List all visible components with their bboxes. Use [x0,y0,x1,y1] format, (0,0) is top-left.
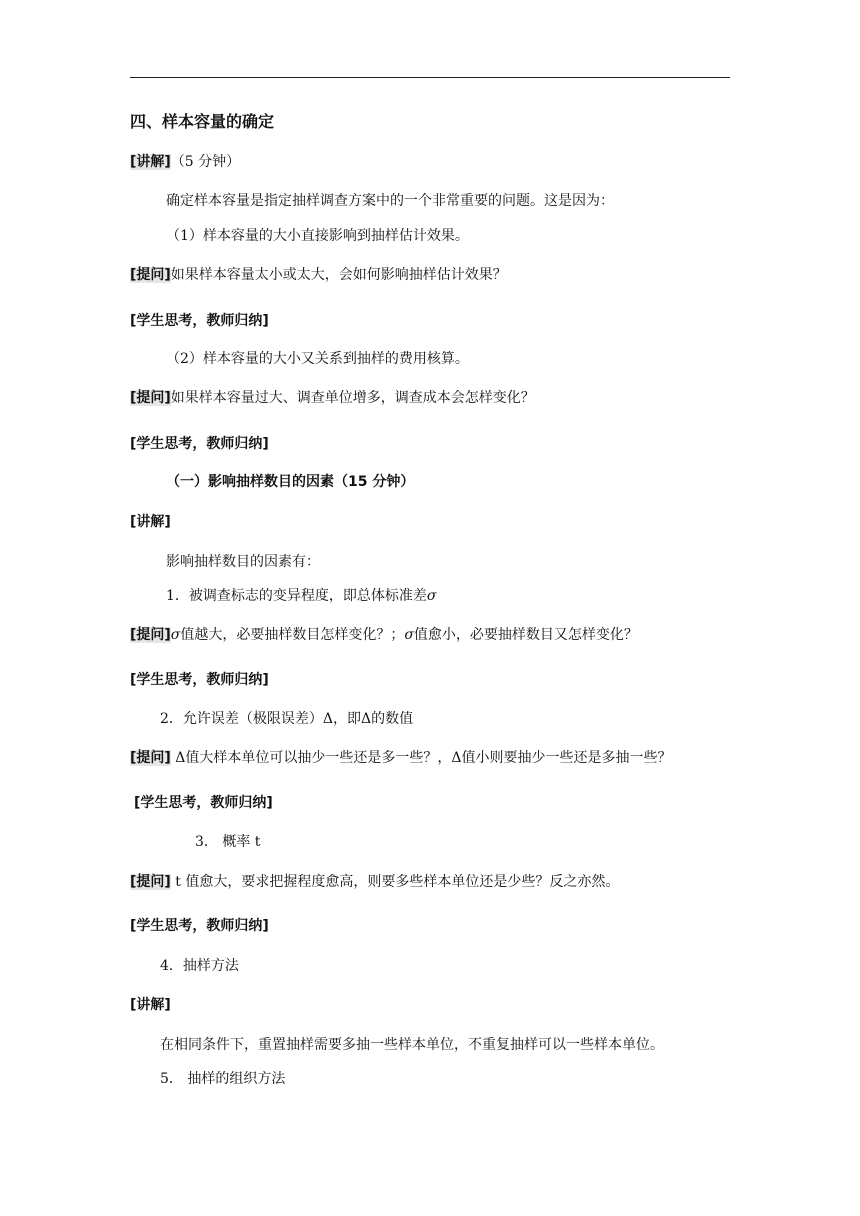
sigma-symbol: σ [426,588,437,604]
student-think-tag: [学生思考，教师归纳] [130,436,269,452]
question-tag: [提问] [130,874,171,890]
paragraph-line: 在相同条件下，重置抽样需要多抽一些样本单位，不重复抽样可以一些样本单位。 [160,1037,664,1053]
paragraph-line: 影响抽样数目的因素有： [166,554,320,570]
student-think-tag: [学生思考，教师归纳] [134,795,273,811]
paragraph-line: 4．抽样方法 [160,958,239,974]
factor-text: 1．被调查标志的变异程度，即总体标准差 [166,588,427,604]
student-think-tag: [学生思考，教师归纳] [130,313,269,329]
paragraph-line [166,586,436,606]
paragraph-line: 3． 概率 t [195,834,261,850]
section-title: 四、样本容量的确定 [130,112,275,131]
question-tag: [提问] [130,627,171,643]
question-tag: [提问] [130,390,171,406]
paragraph-line: （2）样本容量的大小又关系到抽样的费用核算。 [166,351,469,367]
subsection-title: （一）影响抽样数目的因素（15 分钟） [166,474,415,490]
question-text: t 值愈大，要求把握程度愈高，则要多些样本单位还是少些？反之亦然。 [170,874,620,890]
sigma-symbol: σ [170,627,181,643]
factor-text: 的数值 [371,711,414,727]
paragraph-line [130,388,535,408]
question-tag: [提问] [130,750,171,766]
question-text: 如果样本容量过大、调查单位增多，调查成本会怎样变化？ [170,390,535,406]
paragraph-line: 确定样本容量是指定抽样调查方案中的一个非常重要的问题。这是因为： [166,193,614,209]
paragraph-line [130,748,671,768]
question-text: Δ值大样本单位可以抽少一些还是多一些？，Δ值小则要抽少一些还是多抽一些？ [170,750,672,766]
header-rule [130,77,730,78]
sigma-symbol: σ [404,627,414,643]
lecture-tag: [讲解] [130,154,171,170]
student-think-tag: [学生思考，教师归纳] [130,672,269,688]
paragraph-line: 5． 抽样的组织方法 [160,1071,286,1087]
question-text: 值愈小，必要抽样数目又怎样变化？ [413,627,638,643]
paragraph-line [130,625,638,645]
paragraph-line [160,709,413,729]
delta-symbol: Δ [361,711,372,727]
paragraph-line [130,872,619,892]
question-tag: [提问] [130,267,171,283]
lecture-tag: [讲解] [130,997,171,1013]
question-text: 值越大，必要抽样数目怎样变化？； [180,627,405,643]
duration-text: （5 分钟） [170,154,241,170]
paragraph-line [130,265,507,285]
factor-text: 2．允许误差（极限误差）Δ，即 [160,711,362,727]
paragraph-line: （1）样本容量的大小直接影响到抽样估计效果。 [166,228,469,244]
student-think-tag: [学生思考，教师归纳] [130,918,269,934]
question-text: 如果样本容量太小或太大，会如何影响抽样估计效果？ [170,267,507,283]
paragraph-line [130,152,240,172]
lecture-tag: [讲解] [130,514,171,530]
